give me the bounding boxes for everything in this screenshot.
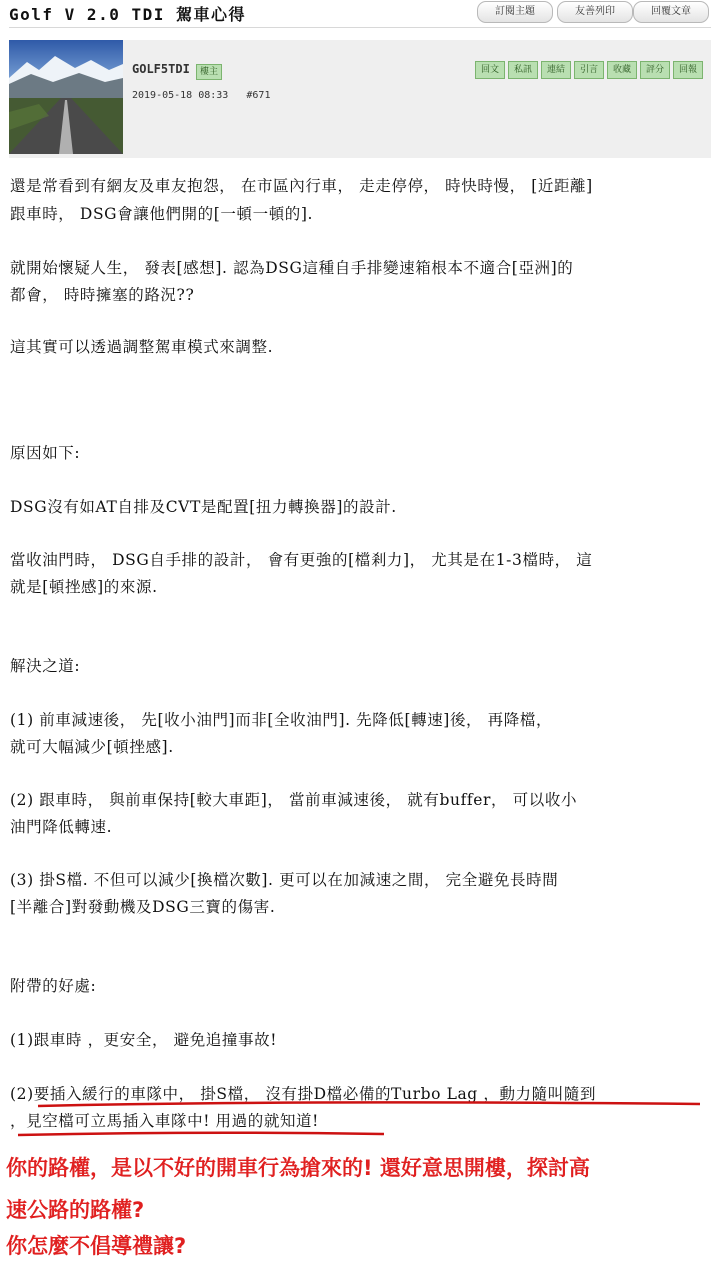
reply-button[interactable]: 回覆文章 [633, 1, 709, 23]
post-line: 原因如下: [10, 444, 81, 462]
post-date: 2019-05-18 08:33 [132, 90, 229, 101]
post-line: (2) 跟車時， 與前車保持[較大車距]， 當前車減速後， 就有buffer， 可以收小 [10, 791, 578, 809]
post-line: 就是[頓挫感]的來源. [10, 578, 158, 596]
thread-header [0, 0, 720, 30]
print-button[interactable]: 友善列印 [557, 1, 633, 23]
post-line: (3) 掛S檔. 不但可以減少[換檔次數]. 更可以在加減速之間， 完全避免長時間 [10, 871, 559, 889]
post-line: 都會， 時時擁塞的路況?? [10, 286, 195, 304]
post-line: (2)要插入緩行的車隊中， 掛S檔， 沒有掛D檔必備的Turbo Lag ，動力隨叫隨到 [10, 1085, 597, 1103]
post-line: 就開始懷疑人生， 發表[感想]. 認為DSG這種自手排變速箱根本不適合[亞洲]的 [10, 259, 574, 277]
title-divider [9, 27, 711, 28]
subscribe-button[interactable]: 訂閱主題 [477, 1, 553, 23]
avatar[interactable] [9, 40, 123, 154]
post-line: (1) 前車減速後， 先[收小油門]而非[全收油門]. 先降低[轉速]後， 再降檔， [10, 711, 553, 729]
post-line: 當收油門時， DSG自手排的設計， 會有更強的[檔剎力]， 尤其是在1-3檔時， 這 [10, 551, 593, 569]
post-line: 跟車時， DSG會讓他們開的[一頓一頓的]. [10, 205, 314, 223]
post-header [9, 40, 711, 158]
post-line: 還是常看到有網友及車友抱怨， 在市區內行車， 走走停停， 時快時慢， [近距離] [10, 177, 593, 195]
post-line: ，見空檔可立馬插入車隊中! 用過的就知道! [10, 1112, 319, 1130]
post-floor[interactable]: #671 [246, 90, 271, 101]
report-button[interactable]: 回報 [673, 61, 703, 79]
comment-line: 速公路的路權? [6, 1198, 145, 1222]
comment-line: 你怎麼不倡導禮讓? [6, 1234, 187, 1258]
post-line: 解決之道: [10, 657, 81, 675]
comment-line: 你的路權，是以不好的開車行為搶來的! 還好意思開樓，探討高 [6, 1156, 590, 1180]
avatar-image [9, 40, 123, 154]
post-line: 就可大幅減少[頓挫感]. [10, 738, 174, 756]
favorite-button[interactable]: 收藏 [607, 61, 637, 79]
post-line: 油門降低轉速. [10, 818, 113, 836]
private-message-button[interactable]: 私訊 [508, 61, 538, 79]
post-username[interactable]: GOLF5TDI [132, 62, 190, 76]
post-line: [半離合]對發動機及DSG三寶的傷害. [10, 898, 276, 916]
post-line: (1)跟車時 ，更安全， 避免追撞事故! [10, 1031, 278, 1049]
post-line: 附帶的好處: [10, 977, 97, 995]
post-line: 這其實可以透過調整駕車模式來調整. [10, 338, 274, 356]
post-meta [132, 90, 270, 101]
reply-post-button[interactable]: 回文 [475, 61, 505, 79]
quote-button[interactable]: 引言 [574, 61, 604, 79]
owner-badge: 樓主 [196, 64, 222, 80]
thread-title: Golf V 2.0 TDI 駕車心得 [9, 5, 246, 24]
link-button[interactable]: 連結 [541, 61, 571, 79]
rate-button[interactable]: 評分 [640, 61, 670, 79]
post-line: DSG沒有如AT自排及CVT是配置[扭力轉換器]的設計. [10, 498, 397, 516]
